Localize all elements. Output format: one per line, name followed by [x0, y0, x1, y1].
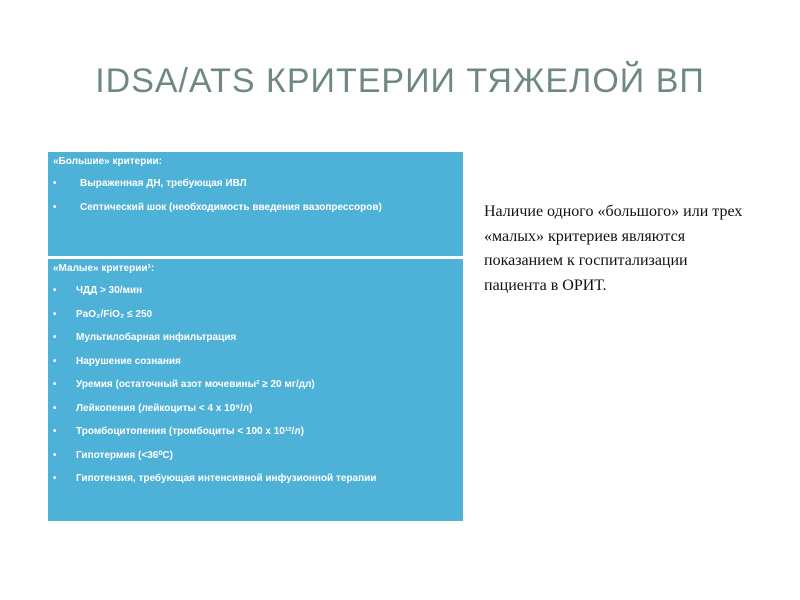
criterion-text: Септический шок (необходимость введения вазопрессоров)	[80, 202, 382, 213]
list-item	[48, 379, 463, 403]
bullet-icon: •	[53, 308, 57, 320]
bullet-icon: •	[53, 449, 57, 461]
bullet-icon: •	[53, 355, 57, 367]
bullet-icon: •	[53, 379, 57, 390]
criterion-text: Гипотензия, требующая интенсивной инфузионной терапии	[76, 473, 377, 484]
list-item	[48, 202, 463, 226]
list-item	[48, 285, 463, 309]
list-item	[48, 450, 463, 474]
list-item	[48, 473, 463, 497]
major-criteria-panel	[48, 152, 463, 256]
list-item	[48, 403, 463, 427]
slide-title: IDSA/ATS КРИТЕРИИ ТЯЖЕЛОЙ ВП	[95, 62, 705, 100]
criterion-text: ЧДД > 30/мин	[76, 285, 143, 296]
criterion-text: Выраженная ДН, требующая ИВЛ	[80, 178, 247, 189]
bullet-icon: •	[53, 426, 57, 437]
criterion-text: Лейкопения (лейкоциты < 4 x 10⁹/л)	[76, 402, 253, 414]
bullet-icon: •	[53, 402, 57, 414]
list-item	[48, 178, 463, 202]
criterion-text: Тромбоцитопения (тромбоциты < 100 x 10¹²/л)	[76, 426, 304, 437]
list-item	[48, 356, 463, 380]
minor-criteria-list	[48, 285, 463, 497]
bullet-icon: •	[53, 178, 57, 189]
minor-criteria-panel	[48, 259, 463, 521]
list-item	[48, 332, 463, 356]
minor-criteria-heading: «Малые» критерии¹:	[53, 263, 155, 274]
major-criteria-list	[48, 178, 463, 226]
list-item	[48, 426, 463, 450]
bullet-icon: •	[53, 473, 57, 484]
major-criteria-heading: «Большие» критерии:	[53, 156, 162, 167]
criterion-text: Нарушение сознания	[76, 355, 181, 367]
criterion-text: Уремия (остаточный азот мочевины² ≥ 20 мг/дл)	[76, 379, 315, 390]
bullet-icon: •	[53, 332, 57, 343]
criterion-text: PaO₂/FiO₂ ≤ 250	[76, 308, 153, 320]
hospitalization-note: Наличие одного «большого» или трех «малых» критериев являются показанием к госпитализации пациента в ОРИТ.	[484, 203, 743, 294]
bullet-icon: •	[53, 285, 57, 296]
criterion-text: Гипотермия (<36⁰С)	[76, 449, 173, 461]
bullet-icon: •	[53, 202, 57, 213]
list-item	[48, 309, 463, 333]
criterion-text: Мультилобарная инфильтрация	[76, 332, 237, 343]
